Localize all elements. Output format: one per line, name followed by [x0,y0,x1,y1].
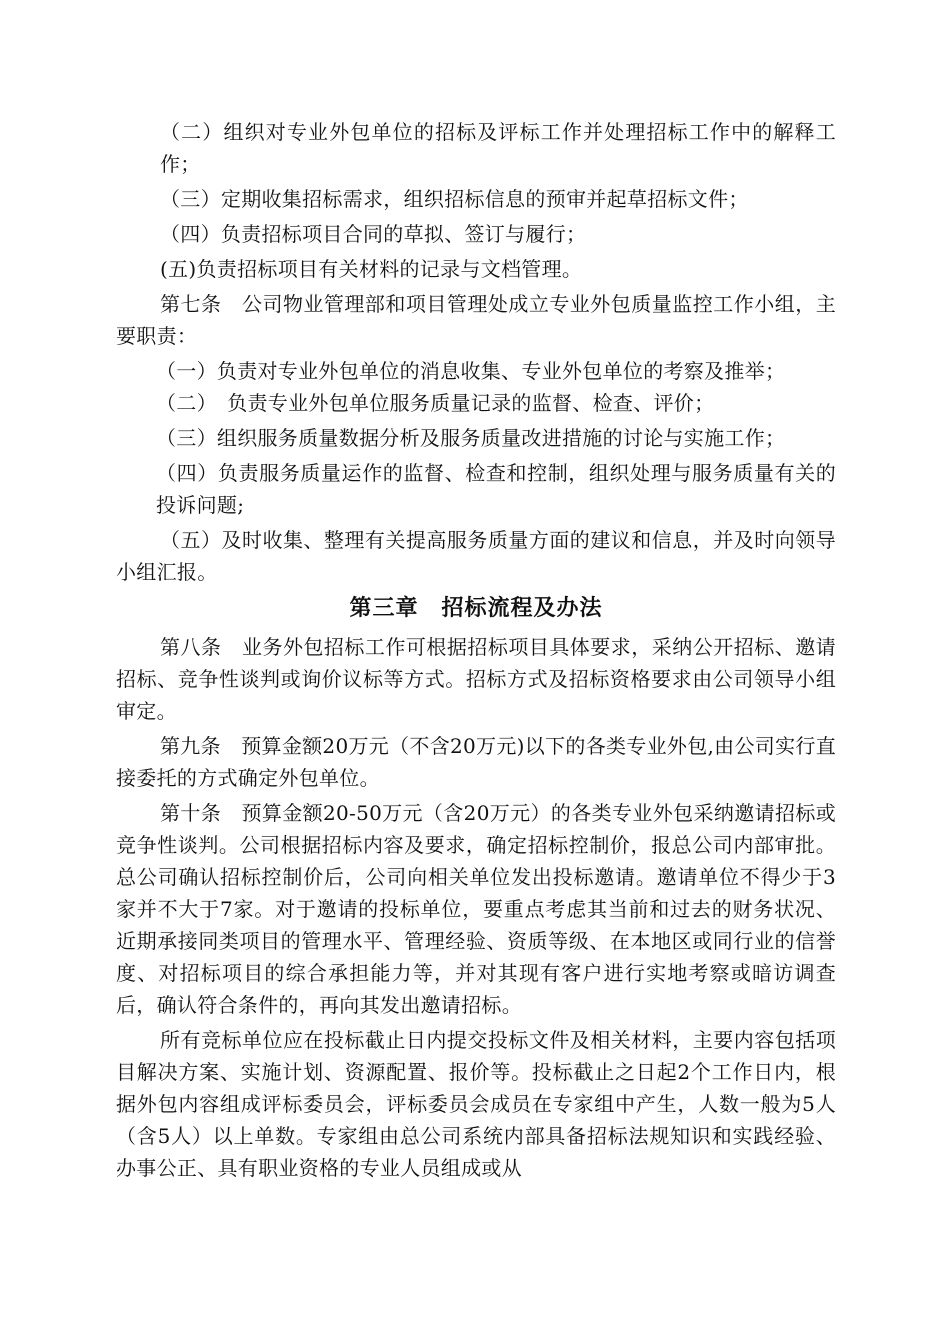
paragraph-item-5: (五)负责招标项目有关材料的记录与文档管理。 [160,257,583,281]
article-7: 第七条 公司物业管理部和项目管理处成立专业外包质量监控工作小组，主要职责： [116,292,836,348]
chapter-heading: 第三章 招标流程及办法 [349,596,603,621]
paragraph-item-2: （二）组织对专业外包单位的招标及评标工作并处理招标工作中的解释工作； [160,120,836,176]
bidding-paragraph: 所有竞标单位应在投标截止日内提交投标文件及相关材料，主要内容包括项目解决方案、实施计划、资源配置、报价等。投标截止之日起2个工作日内，根据外包内容组成评标委员会，评标委员会成员在专家组中产生，人数一般为5人（含5人）以上单数。专家组由总公司系统内部具备招标法规知识和实践经验、办事公正、具有职业资格的专业人员组成或从 [116,1028,836,1180]
paragraph-item-3: （三）定期收集招标需求，组织招标信息的预审并起草招标文件； [160,187,749,211]
paragraph-item-4: （四）负责招标项目合同的草拟、签订与履行； [160,222,587,246]
duty-item-5: （五）及时收集、整理有关提高服务质量方面的建议和信息，并及时向领导小组汇报。 [116,528,836,584]
duty-item-2: （二） 负责专业外包单位服务质量记录的监督、检查、评价； [156,391,715,415]
document-body [116,116,836,1187]
duty-item-3: （三）组织服务质量数据分析及服务质量改进措施的讨论与实施工作； [156,426,786,450]
duty-item-1: （一）负责对专业外包单位的消息收集、专业外包单位的考察及推举； [156,359,786,383]
duty-item-4: （四）负责服务质量运作的监督、检查和控制，组织处理与服务质量有关的投诉问题; [156,461,836,517]
article-9: 第九条 预算金额20万元（不含20万元)以下的各类专业外包,由公司实行直接委托的方式确定外包单位。 [116,734,836,790]
article-10: 第十条 预算金额20-50万元（含20万元）的各类专业外包采纳邀请招标或竞争性谈判。公司根据招标内容及要求，确定招标控制价，报总公司内部审批。总公司确认招标控制价后，公司向相关单位发出投标邀请。邀请单位不得少于3家并不大于7家。对于邀请的投标单位，要重点考虑其当前和过去的财务状况、近期承接同类项目的管理水平、管理经验、资质等级、在本地区或同行业的信誉度、对招标项目的综合承担能力等，并对其现有客户进行实地考察或暗访调查后，确认符合条件的，再向其发出邀请招标。 [116,801,836,1017]
article-8: 第八条 业务外包招标工作可根据招标项目具体要求，采纳公开招标、邀请招标、竞争性谈判或询价议标等方式。招标方式及招标资格要求由公司领导小组审定。 [116,635,836,723]
